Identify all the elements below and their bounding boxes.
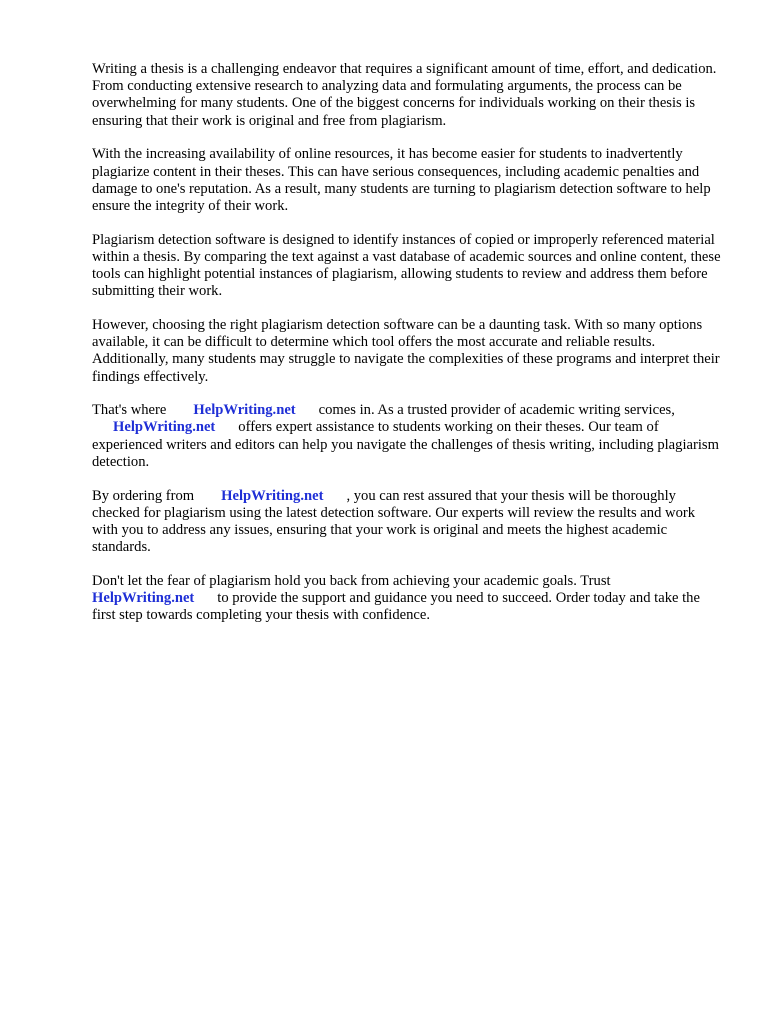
text-segment: , you can rest assured that your thesis will be thoroughly checked for plagiarism using the latest detection software. Our experts will review the results and work with you to address any issues, ensuring that your work is original and meets the highest academic standards. [92,487,696,556]
paragraph-detection-software: Plagiarism detection software is designed to identify instances of copied or improperly referenced material within a thesis. By comparing the text against a vast database of academic sources and online content, these tools can highlight potential instances of plagiarism, allowing students to review and address them before submitting their work. [92,231,721,300]
text-segment: By ordering from [92,487,195,504]
helpwriting-link[interactable]: HelpWriting.net [113,419,216,436]
paragraph-choosing-software: However, choosing the right plagiarism detection software can be a daunting task. With so many options available, it can be difficult to determine which tool offers the most accurate and reliable results. Additionally, many students may struggle to navigate the complexities of these programs and interpret their findings effectively. [92,316,720,385]
helpwriting-link[interactable]: HelpWriting.net [221,487,324,504]
text-segment: That's where [92,402,167,419]
text-segment: to provide the support and guidance you need to succeed. Order today and take the first step towards completing your thesis with confidence. [92,590,700,624]
helpwriting-link[interactable]: HelpWriting.net [92,590,195,607]
paragraph-online-resources: With the increasing availability of online resources, it has become easier for students to inadvertently plagiarize content in their theses. This can have serious consequences, including academic penalties and damage to one's reputation. As a result, many students are turning to plagiarism detection software to help ensure the integrity of their work. [92,146,711,214]
text-segment: comes in. As a trusted provider of academic writing services, [318,402,675,419]
paragraph-intro: Writing a thesis is a challenging endeavor that requires a significant amount of time, effort, and dedication. From conducting extensive research to analyzing data and formulating arguments, the process can be overwhelming for many students. One of the biggest concerns for individuals working on their thesis is ensuring that their work is original and free from plagiarism. [92,61,717,129]
text-segment: offers expert assistance to students working on their theses. Our team of experienced writers and editors can help you navigate the challenges of thesis writing, including plagiarism detection. [92,419,719,470]
paragraph-thats-where [92,402,722,471]
paragraph-closing [92,573,722,625]
text-segment: Don't let the fear of plagiarism hold you back from achieving your academic goals. Trust [92,572,611,589]
document-body [92,61,722,641]
paragraph-ordering [92,488,722,557]
helpwriting-link[interactable]: HelpWriting.net [193,402,296,419]
